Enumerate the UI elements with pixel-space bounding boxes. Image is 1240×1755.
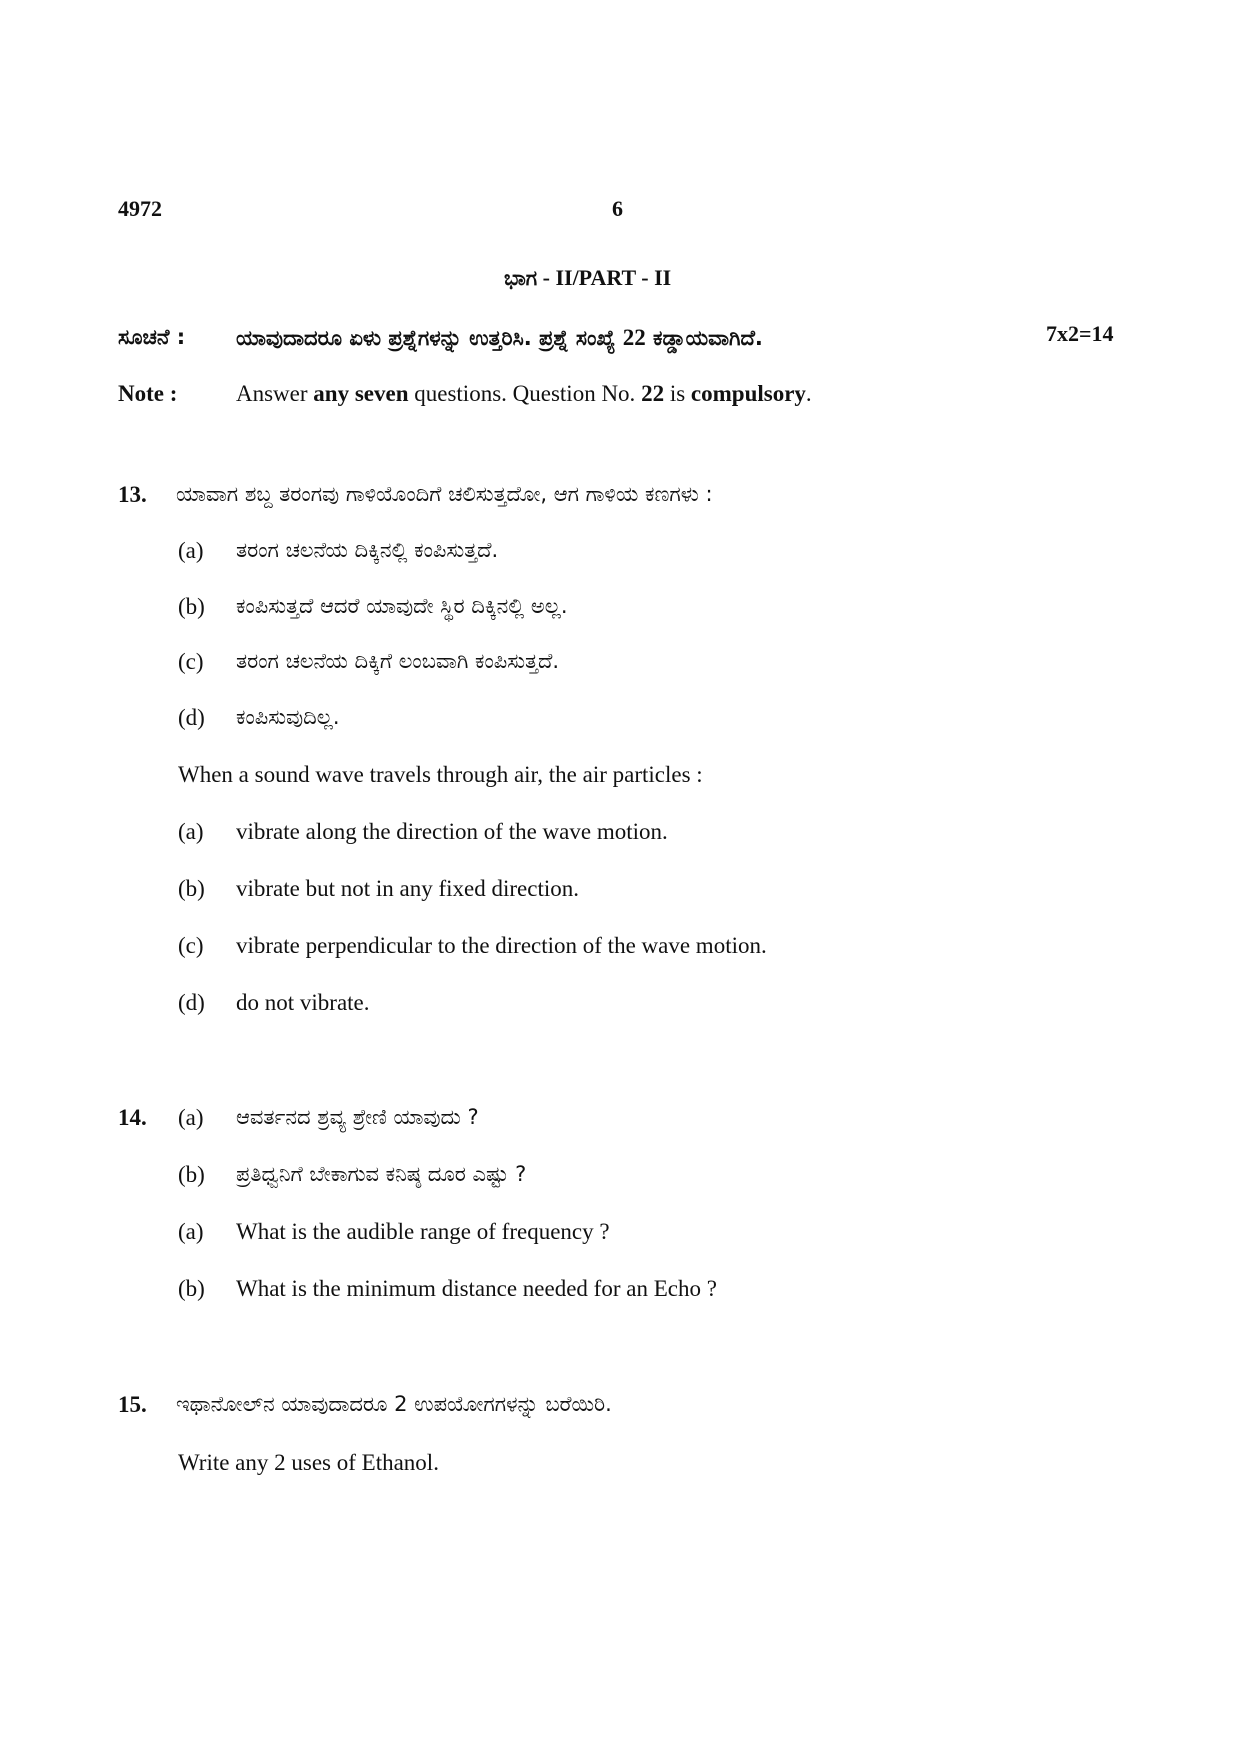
note-part: questions. Question No. [408, 381, 642, 406]
note-label: Note : [118, 381, 178, 406]
q13-en-option-label: (d) [178, 990, 205, 1015]
q13-kn-option-text: ತರಂಗ ಚಲನೆಯ ದಿಕ್ಕಿಗೆ ಲಂಬವಾಗಿ ಕಂಪಿಸುತ್ತದೆ. [236, 649, 560, 673]
q13-kn-option-label: (c) [178, 649, 204, 674]
suchane-text [236, 325, 763, 351]
q14-kn-part-text: ಆವರ್ತನದ ಶ್ರವ್ಯ ಶ್ರೇಣಿ ಯಾವುದು ? [236, 1105, 479, 1129]
q13-en-option-label: (b) [178, 876, 205, 901]
suchane-post: ಕಡ್ಡಾಯವಾಗಿದೆ. [645, 326, 763, 350]
q13-kn-option-label: (d) [178, 705, 205, 730]
q15-english-text: Write any 2 uses of Ethanol. [178, 1450, 439, 1475]
note-part: is [664, 381, 691, 406]
q14-kn-part-text: ಪ್ರತಿಧ್ವನಿಗೆ ಬೇಕಾಗುವ ಕನಿಷ್ಠ ದೂರ ಎಷ್ಟು ? [236, 1162, 527, 1186]
suchane-pre: ಯಾವುದಾದರೂ ಏಳು ಪ್ರಶ್ನೆಗಳನ್ನು ಉತ್ತರಿಸಿ. ಪ್ರಶ್ನೆ ಸಂಖ್ಯೆ [236, 326, 623, 350]
q13-en-option-text: vibrate but not in any fixed direction. [236, 876, 579, 901]
q13-kn-option-text: ಕಂಪಿಸುವುದಿಲ್ಲ. [236, 705, 340, 729]
q14-en-part-text: What is the minimum distance needed for an Echo ? [236, 1276, 717, 1301]
q13-kn-option-text: ಕಂಪಿಸುತ್ತದೆ ಆದರೆ ಯಾವುದೇ ಸ್ಥಿರ ದಿಕ್ಕಿನಲ್ಲಿ ಅಲ್ಲ. [236, 594, 568, 618]
q13-kn-option-label: (b) [178, 594, 205, 619]
q14-kn-part-label: (a) [178, 1105, 204, 1130]
page-number: 6 [612, 196, 623, 221]
suchane-label: ಸೂಚನೆ : [118, 325, 186, 349]
q14-number: 14. [118, 1105, 147, 1130]
q15-kannada-text: ಇಥಾನೋಲ್‌ನ ಯಾವುದಾದರೂ 2 ಉಪಯೋಗಗಳನ್ನು ಬರೆಯಿರಿ. [176, 1392, 612, 1416]
note-text [236, 381, 812, 407]
q14-kn-part-label: (b) [178, 1162, 205, 1187]
q14-en-part-label: (a) [178, 1219, 204, 1244]
q13-en-option-label: (a) [178, 819, 204, 844]
q13-en-option-text: vibrate along the direction of the wave motion. [236, 819, 668, 844]
q15-number: 15. [118, 1392, 147, 1417]
q14-en-part-text: What is the audible range of frequency ? [236, 1219, 610, 1244]
note-emphasis: any seven [313, 381, 409, 406]
q13-en-option-text: do not vibrate. [236, 990, 370, 1015]
q13-en-option-label: (c) [178, 933, 204, 958]
q13-kannada-stem: ಯಾವಾಗ ಶಬ್ದ ತರಂಗವು ಗಾಳಿಯೊಂದಿಗೆ ಚಲಿಸುತ್ತದೋ, ಆಗ ಗಾಳಿಯ ಕಣಗಳು : [176, 482, 713, 506]
marks-allocation: 7x2=14 [1046, 321, 1114, 346]
suchane-number: 22 [622, 325, 646, 350]
note-part: Answer [236, 381, 314, 406]
q13-english-stem: When a sound wave travels through air, the air particles : [178, 762, 703, 787]
q13-kn-option-text: ತರಂಗ ಚಲನೆಯ ದಿಕ್ಕಿನಲ್ಲಿ ಕಂಪಿಸುತ್ತದೆ. [236, 538, 499, 562]
q13-kn-option-label: (a) [178, 538, 204, 563]
note-part: . [805, 381, 812, 406]
paper-code: 4972 [118, 196, 162, 221]
note-emphasis: 22 [641, 381, 665, 406]
part-heading [504, 265, 671, 291]
q13-number: 13. [118, 482, 147, 507]
q13-en-option-text: vibrate perpendicular to the direction of the wave motion. [236, 933, 767, 958]
q14-en-part-label: (b) [178, 1276, 205, 1301]
part-english: - II/PART - II [537, 265, 672, 290]
note-emphasis: compulsory [690, 381, 806, 406]
part-kannada: ಭಾಗ [504, 266, 538, 290]
